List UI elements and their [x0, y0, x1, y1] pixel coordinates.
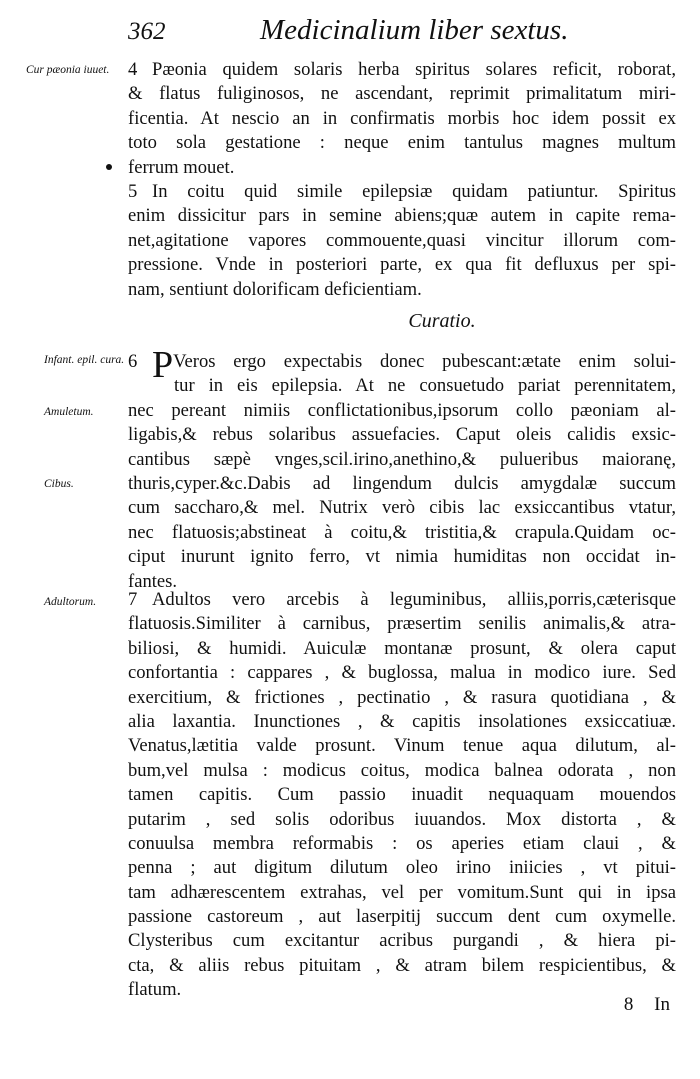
text-line: nec pereant nimiis conflictationibus,ipsorum collo pæoniam al-: [128, 399, 676, 421]
text-line: Veros ergo expectabis donec pubescant:ætate enim solui-: [173, 351, 676, 372]
margin-note-amulet: Amuletum.: [44, 406, 94, 418]
text-line: exercitium, & frictiones , pectinatio , & rasura quotidiana , &: [128, 686, 676, 708]
text-line: Pæonia quidem solaris herba spiritus solares reficit, roborat,: [152, 59, 676, 80]
text-line: ficentia. At nescio an in confirmatis morbis hoc idem possit ex: [128, 107, 676, 129]
text-line: passione castoreum , aut laserpitij succum dent cum oxymelle.: [128, 906, 676, 928]
text-line: thuris,cyper.&c.Dabis ad lingendum dulcis amygdalæ succum: [128, 472, 676, 494]
text-line: & flatus fuliginosos, ne ascendant, reprimit primalitatum miri-: [128, 83, 676, 105]
text-line: putarim , sed solis odoribus iuuandos. Mox distorta , &: [128, 808, 676, 830]
text-line: cantibus sæpè vnges,scil.irino,anethino,& pulueribus maioranę,: [128, 448, 676, 470]
text-line: tamen capitis. Cum passio inuadit nequaquam mouendos: [128, 784, 676, 806]
catchword: In: [654, 994, 670, 1015]
text-line: cum saccharo,& mel. Nutrix verò cibis lac exsiccantibus vtatur,: [128, 497, 676, 519]
margin-note-paeonia: Cur pæonia iuuet.: [26, 64, 110, 76]
paragraph-6: [128, 344, 676, 594]
drop-capital: P: [152, 344, 174, 386]
text-line: conuulsa membra reformabis : os aperies etiam claui , &: [128, 832, 676, 854]
page-header: [128, 14, 688, 54]
paragraph-7: [128, 588, 676, 1003]
margin-note-food: Cibus.: [44, 478, 74, 490]
text-line: penna ; aut digitum dilutum oleo irino iniicies , vt pitui-: [128, 857, 676, 879]
text-line: Venatus,lætitia valde prosunt. Vinum tenue aqua dilutum, al-: [128, 735, 676, 757]
paragraph-number: 7: [128, 589, 138, 610]
text-line: flatum.: [128, 979, 182, 1001]
text-line: Clysteribus cum excitantur acribus purgandi , & hiera pi-: [128, 930, 676, 952]
margin-note-adults: Adultorum.: [44, 596, 97, 608]
text-line: cta, & aliis rebus pituitam , & atram bilem respicientibus, &: [128, 954, 676, 976]
margin-note-infant-cure: Infant. epil. cura.: [44, 354, 125, 366]
running-title: Medicinalium liber sextus.: [260, 14, 569, 46]
text-line: nec flatuosis;abstineat à coitu,& tristitia,& crapula.Quidam oc-: [128, 521, 676, 543]
text-line: enim dissicitur pars in semine abiens;quæ autem in capite rema-: [128, 205, 676, 227]
text-line: toto sola gestatione : neque enim tantulus magnes multum: [128, 132, 676, 154]
text-line: ferrum mouet.: [128, 156, 235, 178]
text-line: pressione. Vnde in posteriori parte, ex qua fit defluxus per spi-: [128, 254, 676, 276]
paragraph-number: 5: [128, 181, 138, 202]
signature-mark: 8: [623, 994, 634, 1015]
section-heading: Curatio.: [408, 310, 476, 332]
text-line: bum,vel mulsa : modicus coitus, modica balnea odorata , non: [128, 759, 676, 781]
text-line: In coitu quid simile epilepsiæ quidam patiuntur. Spiritus: [152, 181, 676, 202]
text-line: alia laxantia. Inunctiones , & capitis insolationes exsiccatiuæ.: [128, 710, 676, 732]
text-line: fantes.: [128, 570, 178, 592]
text-line: ciput inurunt ignito ferro, vt nimia humiditas non occidat in-: [128, 546, 676, 568]
text-line: ligabis,& rebus solaribus assuefacies. Caput oleis calidis exsic-: [128, 424, 676, 446]
text-line: net,agitatione vapores commouente,quasi vincitur illorum com-: [128, 229, 676, 251]
text-line: tur in eis epilepsia. At ne consuetudo pariat perennitatem,: [174, 375, 676, 397]
marginal-dot: [106, 164, 112, 170]
paragraph-5: [128, 180, 676, 302]
paragraph-4: [128, 58, 676, 180]
text-line: Adultos vero arcebis à leguminibus, alliis,porris,cæterisque: [152, 589, 676, 610]
text-line: nam, sentiunt dolorificam deficientiam.: [128, 278, 422, 300]
paragraph-number: 6: [128, 351, 138, 372]
page-number: 362: [128, 18, 166, 45]
text-line: flatuosis.Similiter à carnibus, præsertim senilis animalis,& atra-: [128, 613, 676, 635]
text-line: confortantia : cappares , & buglossa, malua in modico iure. Sed: [128, 662, 676, 684]
text-line: tam adhærescentem extrahas, vel per vomitum.Sunt qui in ipsa: [128, 881, 676, 903]
catchword-line: [624, 994, 670, 1016]
text-line: biliosi, & humidi. Auiculæ montanæ prosunt, & olera caput: [128, 637, 676, 659]
paragraph-number: 4: [128, 59, 138, 80]
